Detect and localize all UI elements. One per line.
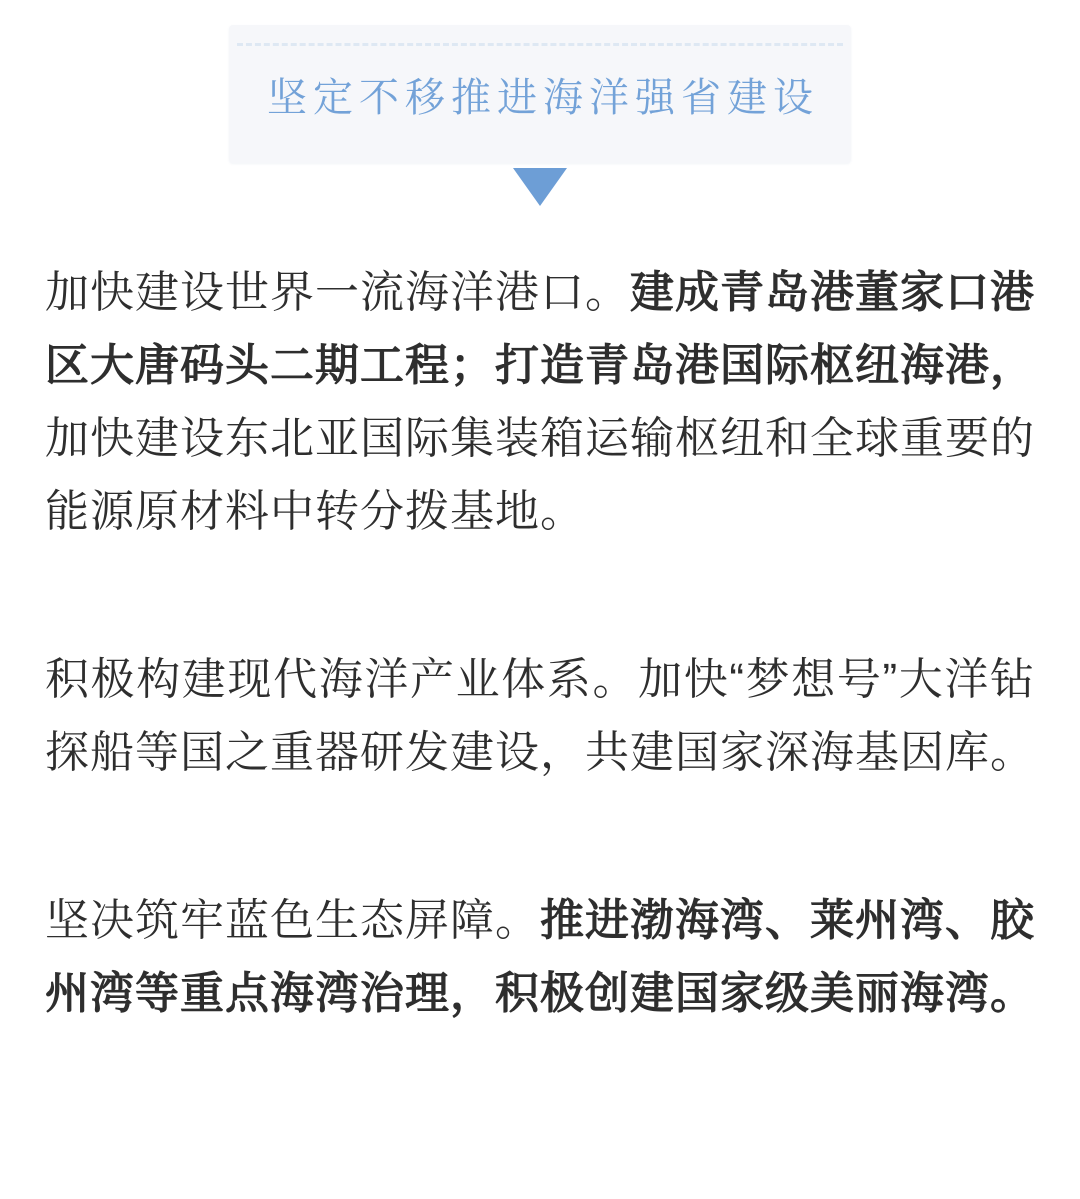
triangle-down-icon [513,168,567,206]
paragraph [45,884,1035,1030]
dashed-accent-line [237,43,843,46]
section-header-box [229,25,851,163]
bold-text-segment: 推进渤海湾、莱州湾、胶州湾等重点海湾治理，积极创建国家级美丽海湾。 [45,896,1035,1018]
article-body [45,256,1035,1030]
text-segment: 坚决筑牢蓝色生态屏障。 [45,896,540,945]
bold-text-segment: 建成青岛港董家口港区大唐码头二期工程；打造青岛港国际枢纽海港， [45,268,1035,390]
text-segment: 积极构建现代海洋产业体系。加快“梦想号”大洋钻探船等国之重器研发建设，共建国家深海基因库。 [45,655,1035,777]
paragraph [45,643,1035,789]
section-title: 坚定不移推进海洋强省建设 [267,75,819,120]
text-segment: 加快建设世界一流海洋港口。 [45,268,630,317]
triangle-pointer-wrap [0,168,1080,206]
text-segment: 加快建设东北亚国际集装箱运输枢纽和全球重要的能源原材料中转分拨基地。 [45,414,1035,536]
paragraph [45,256,1035,548]
